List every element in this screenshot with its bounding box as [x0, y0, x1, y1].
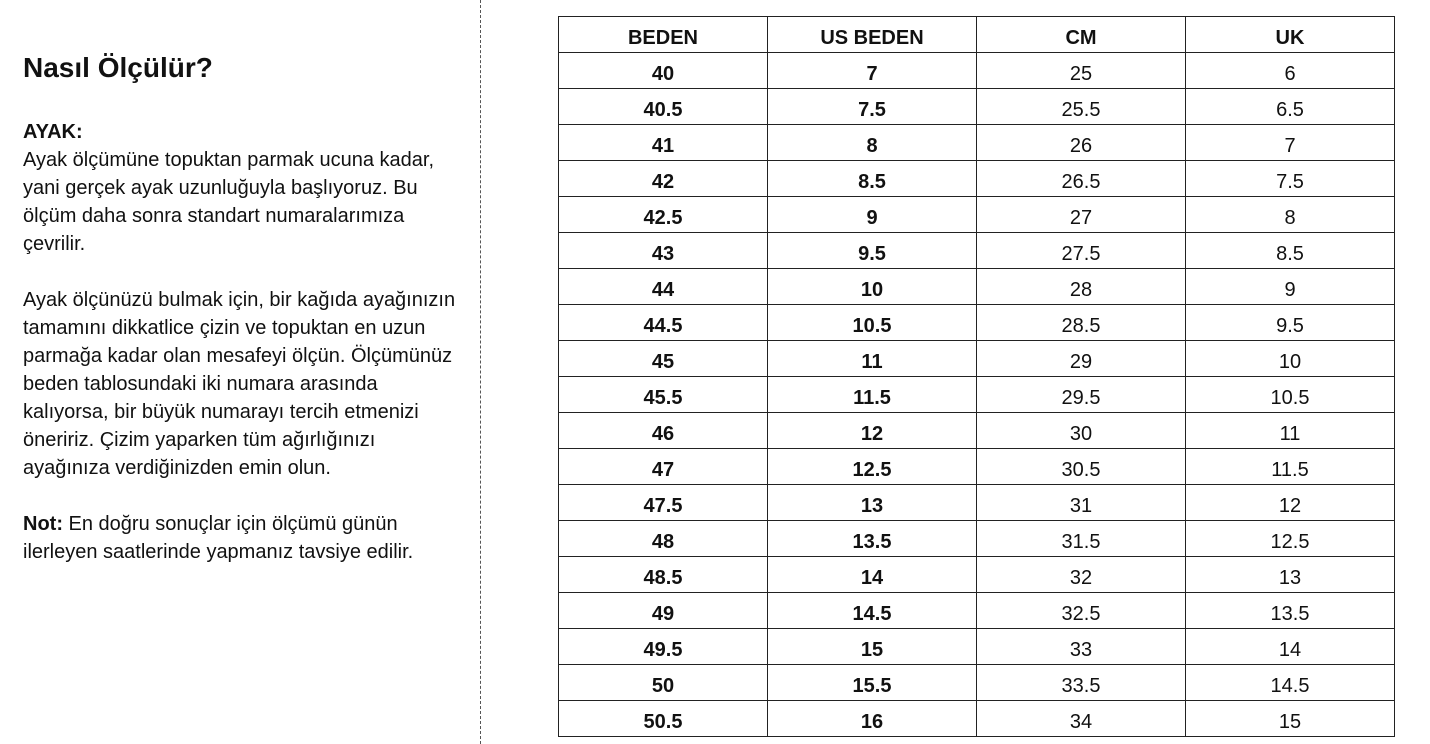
- size-chart-table: [558, 16, 1395, 737]
- guide-paragraph-1: Ayak ölçümüne topuktan parmak ucuna kadar, yani gerçek ayak uzunluğuyla başlıyoruz. Bu ölçüm daha sonra standart numaralarımıza çevrilir.: [23, 149, 434, 255]
- beden-cell: 40: [559, 53, 768, 89]
- cm-cell: 30.5: [977, 449, 1186, 485]
- measurement-guide: [23, 48, 463, 594]
- cm-cell: 26.5: [977, 161, 1186, 197]
- size-table-body: [559, 53, 1395, 737]
- table-row: [559, 593, 1395, 629]
- us-beden-cell: 12: [768, 413, 977, 449]
- cm-cell: 29: [977, 341, 1186, 377]
- table-row: [559, 557, 1395, 593]
- note-label: Not:: [23, 513, 63, 535]
- table-row: [559, 449, 1395, 485]
- uk-cell: 12: [1186, 485, 1395, 521]
- cm-cell: 33: [977, 629, 1186, 665]
- beden-cell: 50.5: [559, 701, 768, 737]
- table-row: [559, 485, 1395, 521]
- cm-cell: 28.5: [977, 305, 1186, 341]
- cm-cell: 33.5: [977, 665, 1186, 701]
- us-beden-cell: 8.5: [768, 161, 977, 197]
- table-row: [559, 125, 1395, 161]
- us-beden-cell: 15.5: [768, 665, 977, 701]
- table-row: [559, 413, 1395, 449]
- uk-cell: 9.5: [1186, 305, 1395, 341]
- uk-cell: 8: [1186, 197, 1395, 233]
- us-beden-cell: 10: [768, 269, 977, 305]
- us-beden-cell: 9: [768, 197, 977, 233]
- table-row: [559, 665, 1395, 701]
- us-beden-cell: 14: [768, 557, 977, 593]
- guide-paragraph-2: Ayak ölçünüzü bulmak için, bir kağıda ayağınızın tamamını dikkatlice çizin ve topuktan en uzun parmağa kadar olan mesafeyi ölçün. Ölçümünüz beden tablosundaki iki numara arasında kalıyorsa, bir büyük numarayı tercih etmenizi öneririz. Çizim yaparken tüm ağırlığınızı ayağınıza verdiğinizden emin olun.: [23, 289, 456, 479]
- beden-cell: 47: [559, 449, 768, 485]
- table-row: [559, 269, 1395, 305]
- guide-note: [23, 510, 463, 566]
- uk-cell: 15: [1186, 701, 1395, 737]
- beden-cell: 47.5: [559, 485, 768, 521]
- cm-cell: 25.5: [977, 89, 1186, 125]
- uk-cell: 13: [1186, 557, 1395, 593]
- us-beden-cell: 8: [768, 125, 977, 161]
- header-cm: CM: [977, 17, 1186, 53]
- us-beden-cell: 13: [768, 485, 977, 521]
- us-beden-cell: 12.5: [768, 449, 977, 485]
- us-beden-cell: 11.5: [768, 377, 977, 413]
- us-beden-cell: 16: [768, 701, 977, 737]
- beden-cell: 42: [559, 161, 768, 197]
- table-row: [559, 233, 1395, 269]
- beden-cell: 49.5: [559, 629, 768, 665]
- beden-cell: 41: [559, 125, 768, 161]
- cm-cell: 30: [977, 413, 1186, 449]
- beden-cell: 44.5: [559, 305, 768, 341]
- cm-cell: 29.5: [977, 377, 1186, 413]
- beden-cell: 42.5: [559, 197, 768, 233]
- uk-cell: 14: [1186, 629, 1395, 665]
- uk-cell: 14.5: [1186, 665, 1395, 701]
- cm-cell: 27: [977, 197, 1186, 233]
- guide-title: Nasıl Ölçülür?: [23, 52, 213, 83]
- us-beden-cell: 7.5: [768, 89, 977, 125]
- table-row: [559, 701, 1395, 737]
- uk-cell: 10: [1186, 341, 1395, 377]
- us-beden-cell: 13.5: [768, 521, 977, 557]
- uk-cell: 13.5: [1186, 593, 1395, 629]
- us-beden-cell: 9.5: [768, 233, 977, 269]
- us-beden-cell: 10.5: [768, 305, 977, 341]
- uk-cell: 10.5: [1186, 377, 1395, 413]
- header-uk: UK: [1186, 17, 1395, 53]
- us-beden-cell: 7: [768, 53, 977, 89]
- cm-cell: 34: [977, 701, 1186, 737]
- header-us-beden: US BEDEN: [768, 17, 977, 53]
- beden-cell: 48.5: [559, 557, 768, 593]
- table-row: [559, 161, 1395, 197]
- note-text: En doğru sonuçlar için ölçümü günün ilerleyen saatlerinde yapmanız tavsiye edilir.: [23, 513, 414, 563]
- cm-cell: 32.5: [977, 593, 1186, 629]
- us-beden-cell: 15: [768, 629, 977, 665]
- table-row: [559, 341, 1395, 377]
- uk-cell: 11.5: [1186, 449, 1395, 485]
- cm-cell: 25: [977, 53, 1186, 89]
- beden-cell: 45.5: [559, 377, 768, 413]
- cm-cell: 32: [977, 557, 1186, 593]
- uk-cell: 6.5: [1186, 89, 1395, 125]
- beden-cell: 43: [559, 233, 768, 269]
- table-row: [559, 521, 1395, 557]
- beden-cell: 44: [559, 269, 768, 305]
- cm-cell: 26: [977, 125, 1186, 161]
- uk-cell: 9: [1186, 269, 1395, 305]
- table-row: [559, 629, 1395, 665]
- header-beden: BEDEN: [559, 17, 768, 53]
- cm-cell: 28: [977, 269, 1186, 305]
- beden-cell: 45: [559, 341, 768, 377]
- cm-cell: 27.5: [977, 233, 1186, 269]
- table-row: [559, 197, 1395, 233]
- uk-cell: 11: [1186, 413, 1395, 449]
- dashed-divider: [480, 0, 481, 744]
- section-label-foot: AYAK:: [23, 121, 83, 143]
- table-row: [559, 89, 1395, 125]
- beden-cell: 49: [559, 593, 768, 629]
- cm-cell: 31: [977, 485, 1186, 521]
- us-beden-cell: 11: [768, 341, 977, 377]
- uk-cell: 12.5: [1186, 521, 1395, 557]
- table-header-row: [559, 17, 1395, 53]
- table-row: [559, 305, 1395, 341]
- us-beden-cell: 14.5: [768, 593, 977, 629]
- beden-cell: 46: [559, 413, 768, 449]
- beden-cell: 50: [559, 665, 768, 701]
- table-row: [559, 53, 1395, 89]
- beden-cell: 40.5: [559, 89, 768, 125]
- uk-cell: 8.5: [1186, 233, 1395, 269]
- uk-cell: 7.5: [1186, 161, 1395, 197]
- guide-intro: [23, 118, 463, 258]
- beden-cell: 48: [559, 521, 768, 557]
- uk-cell: 7: [1186, 125, 1395, 161]
- table-row: [559, 377, 1395, 413]
- cm-cell: 31.5: [977, 521, 1186, 557]
- uk-cell: 6: [1186, 53, 1395, 89]
